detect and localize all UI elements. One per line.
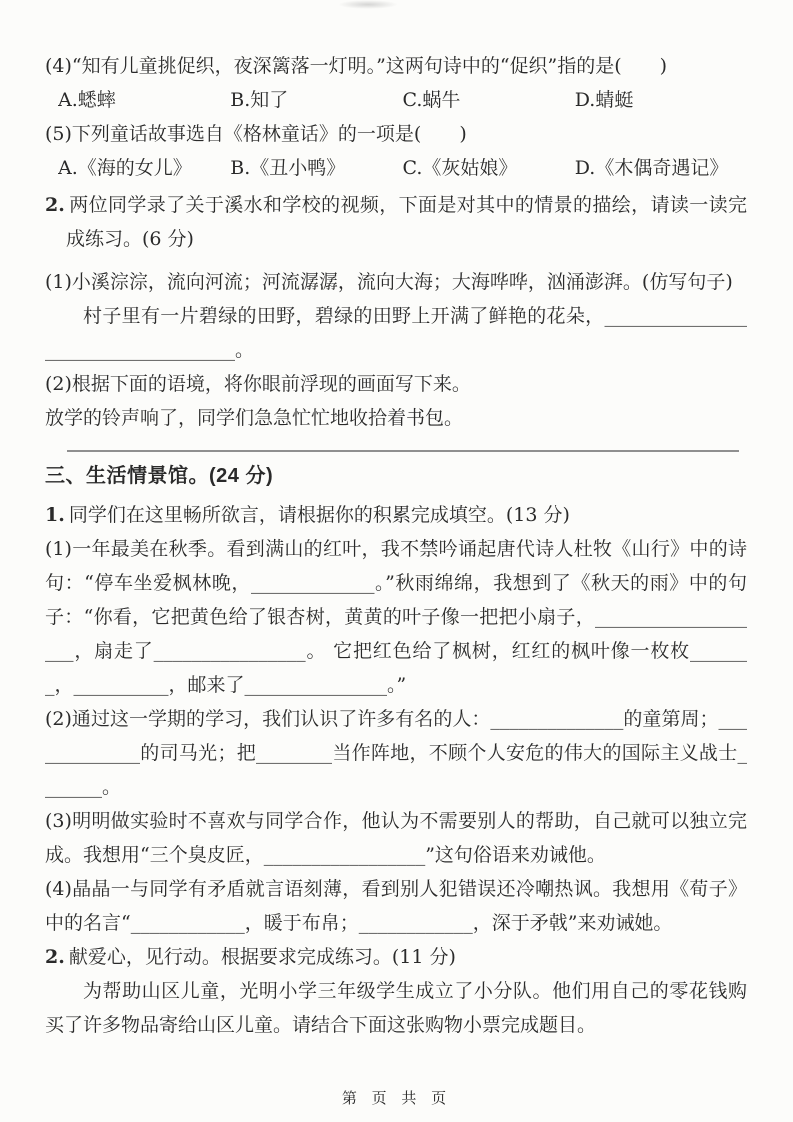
s3-q1-sub3: (3)明明做实验时不喜欢与同学合作，他认为不需要别人的帮助，自己就可以独立完成。我想用“三个臭皮匠，_________________”这句俗语来劝诫他。 xyxy=(45,810,747,866)
paper-content xyxy=(45,49,747,1042)
question-4-options xyxy=(58,83,747,117)
section-divider xyxy=(67,450,739,452)
question-5-stem: (5)下列童话故事选自《格林童话》的一项是( ) xyxy=(45,123,467,145)
s3-q1-sub4: (4)晶晶一与同学有矛盾就言语刻薄，看到别人犯错误还冷嘲热讽。我想用《荀子》中的名言“____________，暖于布帛；____________，深于矛戟”来劝诫她。 xyxy=(45,878,747,934)
question-2-sub1-stem: (1)小溪淙淙，流向河流；河流潺潺，流向大海；大海哗哗，汹涌澎湃。(仿写句子) xyxy=(45,271,733,293)
section-three-heading: 三、生活情景馆。(24 分) xyxy=(45,465,274,487)
question-text: 同学们在这里畅所欲言，请根据你的积累完成填空。(13 分) xyxy=(68,504,570,526)
option-b: B.知了 xyxy=(230,89,289,111)
question-2-sub2-context: 放学的铃声响了，同学们急急忙忙地收拾着书包。 xyxy=(45,407,464,429)
option-d: D.《木偶奇遇记》 xyxy=(574,157,729,179)
option-c: C.蜗牛 xyxy=(402,89,461,111)
option-b: B.《丑小鸭》 xyxy=(230,157,346,179)
question-number: 2. xyxy=(45,194,65,216)
scan-artifact xyxy=(338,0,398,9)
question-2-stem xyxy=(45,188,747,256)
page-footer: 第 页 共 页 xyxy=(341,1089,452,1107)
option-c: C.《灰姑娘》 xyxy=(402,157,518,179)
option-a: A.蟋蟀 xyxy=(58,89,116,111)
question-2-sub1-sentence: 村子里有一片碧绿的田野，碧绿的田野上开满了鲜艳的花朵，___________________________________。 xyxy=(45,305,747,361)
s3-question-1-stem xyxy=(45,498,747,532)
question-4-stem: (4)“知有儿童挑促织，夜深篱落一灯明。”这两句诗中的“促织”指的是( ) xyxy=(45,55,668,77)
s3-q1-sub2: (2)通过这一学期的学习，我们认识了许多有名的人：______________的童第周；_____________的司马光；把________当作阵地，不顾个人安危的伟大的国际主义战士_______。 xyxy=(45,708,747,798)
s3-question-2-stem xyxy=(45,940,747,974)
question-number: 2. xyxy=(45,946,65,968)
question-number: 1. xyxy=(45,504,65,526)
question-5-options xyxy=(58,151,747,185)
s3-q1-sub1: (1)一年最美在秋季。看到满山的红叶，我不禁吟诵起唐代诗人杜牧《山行》中的诗句：“停车坐爱枫林晚，_____________。”秋雨绵绵，我想到了《秋天的雨》中的句子：“你看，它把黄色给了银杏树，黄黄的叶子像一把把小扇子，___________________，扇走了________________。 它把红色给了枫树，红红的枫叶像一枚枚_______，__________，邮来了_______________。” xyxy=(45,538,747,696)
option-a: A.《海的女儿》 xyxy=(58,157,192,179)
question-text: 两位同学录了关于溪水和学校的视频，下面是对其中的情景的描绘，请读一读完成练习。(6 分) xyxy=(66,194,747,250)
s3-q2-intro: 为帮助山区儿童，光明小学三年级学生成立了小分队。他们用自己的零花钱购买了许多物品寄给山区儿童。请结合下面这张购物小票完成题目。 xyxy=(45,980,747,1036)
question-2-sub2-stem: (2)根据下面的语境，将你眼前浮现的画面写下来。 xyxy=(45,373,471,395)
option-d: D.蜻蜓 xyxy=(574,89,634,111)
question-text: 献爱心，见行动。根据要求完成练习。(11 分) xyxy=(68,946,456,968)
